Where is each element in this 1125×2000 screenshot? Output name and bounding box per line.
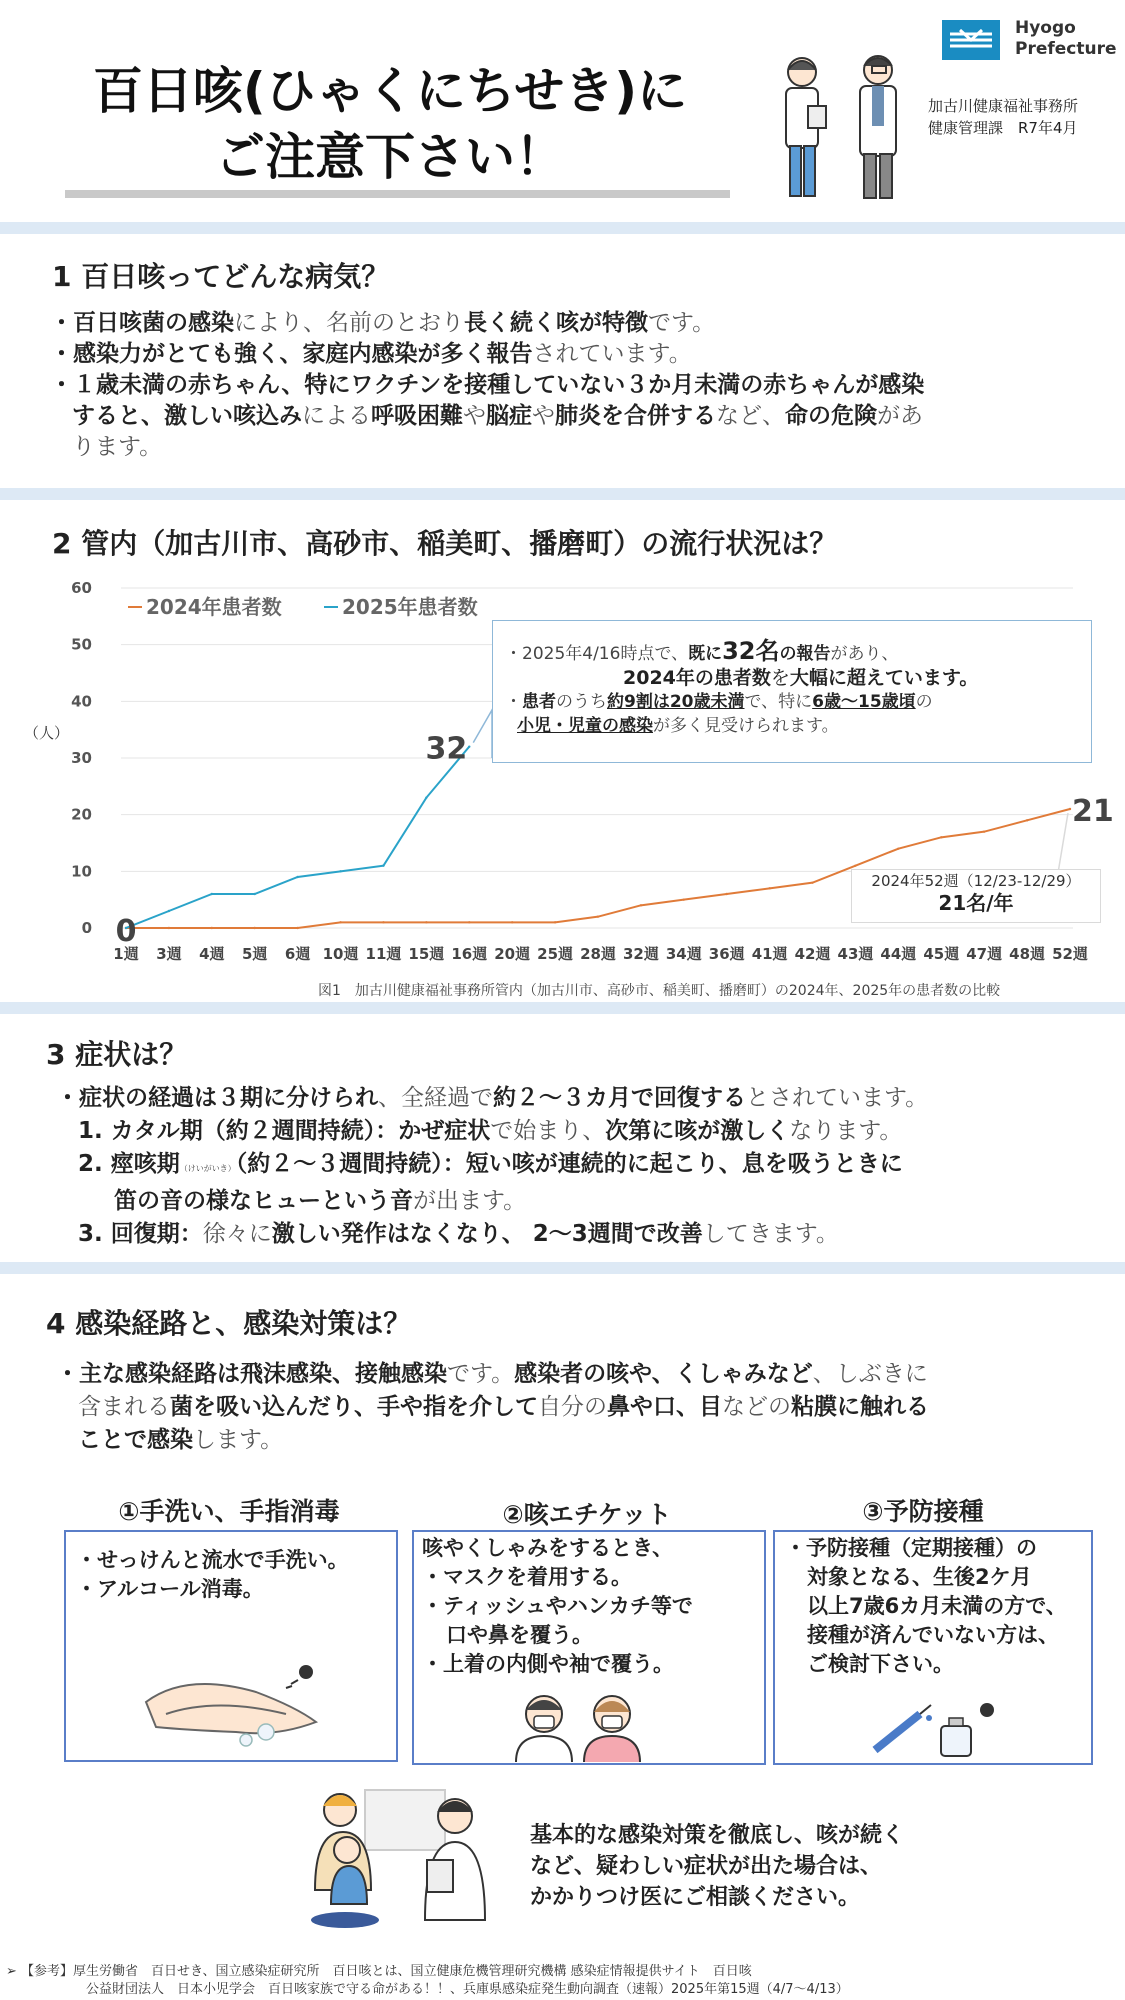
chart-caption: 図1 加古川健康福祉事務所管内（加古川市、高砂市、稲美町、播磨町）の2024年、2025年の患者数の比較 <box>318 983 1001 999</box>
data-point <box>425 796 427 798</box>
x-tick-label: 36週 <box>708 945 745 963</box>
cough-etiquette-box: 咳やくしゃみをするとき、 ・マスクを着用する。 ・ティッシュやハンカチ等で 口や鼻を覆う。 ・上着の内側や袖で覆う。 <box>412 1530 766 1765</box>
section-divider <box>0 1002 1125 1014</box>
data-point <box>1026 819 1028 821</box>
annotation-week: 2024年52週（12/23-12/29） <box>871 872 1081 890</box>
page-title: 百日咳(ひゃくにちせき)に ご注意下さい！ <box>92 62 688 186</box>
office-info: 加古川健康福祉事務所 健康管理課 R7年4月 <box>928 97 1079 137</box>
reference-line2: 公益財団法人 日本小児学会 百日咳家族で守る命がある！！、兵庫県感染症発生動向調査（速報）2025年第15週（4/7〜4/13） <box>86 1982 849 1997</box>
data-point <box>554 921 556 923</box>
legend-label: 2024年患者数 <box>146 595 282 619</box>
data-point <box>640 904 642 906</box>
x-tick-label: 34週 <box>665 945 702 963</box>
doctor-consultation-illustration <box>295 1780 515 1930</box>
data-point <box>168 927 170 929</box>
x-tick-label: 6週 <box>284 945 311 963</box>
x-tick-label: 25週 <box>537 945 574 963</box>
data-point <box>468 921 470 923</box>
x-tick-label: 10週 <box>322 945 359 963</box>
data-point <box>211 893 213 895</box>
end-2024-label: 21 <box>1072 794 1114 829</box>
x-tick-label: 44週 <box>880 945 917 963</box>
data-point <box>1069 808 1071 810</box>
data-point <box>425 921 427 923</box>
x-tick-label: 52週 <box>1052 945 1088 963</box>
data-point <box>468 745 470 747</box>
data-point <box>339 870 341 872</box>
symptom-stage2-cont: 笛の音の様なヒューという音が出ます。 <box>114 1188 527 1214</box>
section1-bullet3-cont: すると、激しい咳込みによる呼吸困難や脳症や肺炎を合併するなど、命の危険があ <box>72 403 923 429</box>
section1-bullet3-end: ります。 <box>72 434 163 460</box>
x-tick-label: 1週 <box>113 945 139 963</box>
y-tick-label: 30 <box>71 749 92 767</box>
y-tick-label: 20 <box>71 805 92 824</box>
x-tick-label: 15週 <box>408 945 445 963</box>
data-point <box>296 927 298 929</box>
symptom-stage3: 3. 回復期：徐々に激しい発作はなくなり、 2〜3週間で改善してきます。 <box>78 1221 839 1247</box>
vaccination-title: ③予防接種 <box>862 1497 984 1526</box>
chart-note-line4: 小児・児童の感染が多く見受けられます。 <box>517 716 839 736</box>
callout-connector <box>473 710 492 758</box>
y-axis-label: （人） <box>24 724 70 742</box>
data-point <box>940 836 942 838</box>
x-tick-label: 42週 <box>794 945 831 963</box>
x-tick-label: 28週 <box>580 945 616 963</box>
hyogo-logo-text: Hyogo Prefecture <box>1015 18 1117 59</box>
y-tick-label: 40 <box>71 692 92 711</box>
data-point <box>897 847 899 849</box>
section4-heading: 4 感染経路と、感染対策は？ <box>46 1307 412 1340</box>
symptom-stage1: 1. カタル期（約２週間持続）：かぜ症状で始まり、次第に咳が激しくなります。 <box>78 1118 903 1144</box>
handwash-box: ・せっけんと流水で手洗い。 ・アルコール消毒。 <box>64 1530 398 1762</box>
references <box>6 1963 849 1999</box>
x-tick-label: 16週 <box>451 945 488 963</box>
x-tick-label: 3週 <box>156 945 182 963</box>
data-point <box>854 864 856 866</box>
section1-bullet2: ・感染力がとても強く、家庭内感染が多く報告されています。 <box>50 341 692 367</box>
chart-note-line1: ・2025年4/16時点で、既に32名の報告があり、 <box>505 637 899 665</box>
doctor-figure <box>860 56 896 198</box>
peak-2025-label: 32 <box>425 731 468 767</box>
chart-note-line3: ・患者のうち約9割は20歳未満で、特に6歳〜15歳頃の <box>505 692 933 712</box>
x-tick-label: 20週 <box>494 945 531 963</box>
nurse-figure <box>786 58 826 196</box>
chart-note-line2: 2024年の患者数を大幅に超えています。 <box>623 667 979 689</box>
section-divider <box>0 1262 1125 1274</box>
series-line <box>126 747 469 928</box>
title-underline <box>65 190 730 198</box>
section3-heading: 3 症状は？ <box>46 1038 188 1071</box>
data-point <box>168 910 170 912</box>
data-point <box>983 830 985 832</box>
section1-heading: 1 百日咳ってどんな病気？ <box>52 260 390 293</box>
section-divider <box>0 488 1125 500</box>
legend-label: 2025年患者数 <box>342 595 478 619</box>
data-point <box>296 876 298 878</box>
data-point <box>382 921 384 923</box>
x-tick-label: 47週 <box>966 945 1003 963</box>
hyogo-logo-icon <box>942 20 1000 60</box>
symptom-overview: ・症状の経過は３期に分けられ、全経過で約２〜３カ月で回復するとされています。 <box>56 1085 929 1111</box>
data-point <box>382 864 384 866</box>
transmission-line3: ことで感染します。 <box>78 1427 284 1453</box>
section1-body <box>50 308 1100 463</box>
y-tick-label: 0 <box>81 919 92 937</box>
section1-bullet3: ・１歳未満の赤ちゃん、特にワクチンを接種していない３か月未満の赤ちゃんが感染 <box>50 372 925 398</box>
handwashing-icon <box>126 1652 346 1752</box>
section-divider <box>0 222 1125 234</box>
x-tick-label: 5週 <box>242 945 268 963</box>
data-point <box>339 921 341 923</box>
data-point <box>211 927 213 929</box>
data-point <box>768 887 770 889</box>
section2-heading: 2 管内（加古川市、高砂市、稲美町、播磨町）の流行状況は？ <box>52 527 838 560</box>
cough-etiquette-title: ②咳エチケット <box>502 1500 672 1529</box>
data-point <box>726 893 728 895</box>
y-tick-label: 10 <box>71 862 92 881</box>
x-tick-label: 32週 <box>622 945 659 963</box>
x-tick-label: 43週 <box>837 945 874 963</box>
x-tick-label: 45週 <box>923 945 960 963</box>
final-advice: 基本的な感染対策を徹底し、咳が続く など、疑わしい症状が出た場合は、 かかりつけ医にご相談ください。 <box>530 1823 905 1910</box>
reference-line1: ➢ 【参考】厚生労働省 百日せき、国立感染症研究所 百日咳とは、国立健康危機管理研究機構 感染症情報提供サイト 百日咳 <box>6 1964 752 1979</box>
chart-note-box <box>492 620 1092 763</box>
section3-body <box>56 1082 1106 1251</box>
annotation-value: 21名/年 <box>938 891 1014 915</box>
vaccination-box: ・予防接種（定期接種）の 対象となる、生後2ケ月 以上7歳6カ月未満の方で、 接種が済んでいない方は、 ご検討下さい。 <box>773 1530 1093 1765</box>
section1-bullet1: ・百日咳菌の感染により、名前のとおり長く続く咳が特徴です。 <box>50 310 716 336</box>
data-point <box>511 921 513 923</box>
arrow-bullet-icon: ➢ <box>6 1964 17 1979</box>
x-tick-label: 4週 <box>199 945 225 963</box>
x-tick-label: 11週 <box>365 945 402 963</box>
data-point <box>254 893 256 895</box>
symptom-stage2: 2. 痙咳期（けいがいき）（約２〜３週間持続）：短い咳が連続的に起こり、息を吸うときに <box>78 1151 903 1177</box>
chart-annotation-box <box>851 869 1101 923</box>
y-tick-label: 60 <box>71 579 92 597</box>
masked-people-icon <box>504 1690 654 1762</box>
x-tick-label: 48週 <box>1009 945 1046 963</box>
start-value-label: 0 <box>115 914 137 949</box>
data-point <box>683 898 685 900</box>
handwash-title: ①手洗い、手指消毒 <box>118 1497 340 1526</box>
section4-body <box>56 1358 1106 1457</box>
data-point <box>597 915 599 917</box>
data-point <box>811 881 813 883</box>
transmission-line1: ・主な感染経路は飛沫感染、接触感染です。感染者の咳や、くしゃみなど、しぶきに <box>56 1361 928 1387</box>
data-point <box>254 927 256 929</box>
syringe-vaccine-icon <box>865 1700 1005 1760</box>
y-tick-label: 50 <box>71 635 92 654</box>
nurse-doctor-illustration <box>760 50 940 210</box>
transmission-line2: 含まれる菌を吸い込んだり、手や指を介して自分の鼻や口、目などの粘膜に触れる <box>78 1394 929 1420</box>
x-tick-label: 41週 <box>751 945 788 963</box>
